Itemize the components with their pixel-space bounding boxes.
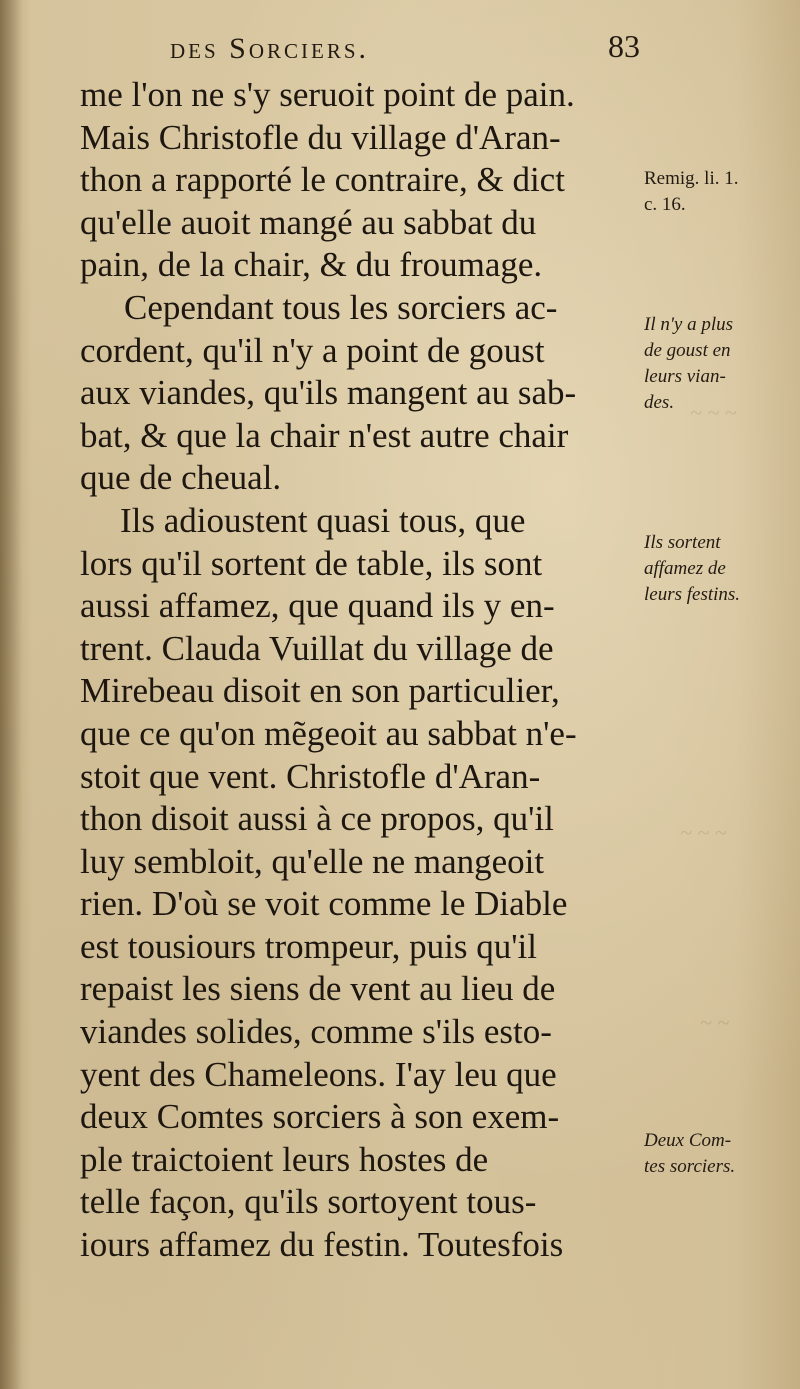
running-title: des Sorciers. [170,32,370,65]
text-line: lors qu'il sortent de table, ils sont [80,543,543,583]
text-line: Ils adioustent quasi tous, que [120,500,526,540]
text-line: pain, de la chair, & du froumage. [80,245,543,285]
text-line: thon disoit aussi à ce propos, qu'il [80,799,554,839]
show-through-texture: ~ ~ ~ [680,820,727,845]
main-text-block [80,74,650,1267]
text-line: Cependant tous les sorciers ac- [124,287,558,327]
page-header [170,26,640,70]
margin-note-line: Deux Com- [644,1130,732,1151]
text-line: aux viandes, qu'ils mangent au sab- [80,373,577,413]
text-line: que ce qu'on mẽgeoit au sabbat n'e- [80,713,577,753]
margin-note-line: de goust en [644,340,731,361]
margin-note-hungry [644,530,794,608]
text-line: thon a rapporté le contraire, & dict [80,160,565,200]
text-line: me l'on ne s'y seruoit point de pain. [80,75,575,114]
text-line: telle façon, qu'ils sortoyent tous- [80,1182,537,1222]
margin-note-line: des. [644,392,675,413]
margin-note-line: leurs vian- [644,366,726,387]
margin-note-line: c. 16. [644,194,686,215]
text-line: iours affamez du festin. Toutesfois [80,1225,564,1265]
text-line: stoit que vent. Christofle d'Aran- [80,756,541,796]
margin-note-line: affamez de [644,558,726,579]
margin-note-citation [644,166,794,218]
margin-note-line: Remig. li. 1. [644,168,739,189]
margin-note-line: Ils sortent [644,532,721,553]
text-line: est tousiours trompeur, puis qu'il [80,926,537,966]
text-line: cordent, qu'il n'y a point de goust [80,330,545,370]
text-line: bat, & que la chair n'est autre chair [80,415,569,455]
binding-shadow [0,0,22,1389]
text-line: luy sembloit, qu'elle ne mangeoit [80,841,545,881]
text-line: trent. Clauda Vuillat du village de [80,628,554,668]
text-line: repaist les siens de vent au lieu de [80,969,556,1009]
text-line: qu'elle auoit mangé au sabbat du [80,202,537,242]
text-line: deux Comtes sorciers à son exem- [80,1097,560,1137]
page-number: 83 [608,28,640,64]
show-through-texture: ~ ~ [700,1010,730,1035]
margin-note-line: leurs festins. [644,584,741,605]
margin-note-line: tes sorciers. [644,1156,736,1177]
text-line: que de cheual. [80,458,282,498]
text-line: Mirebeau disoit en son particulier, [80,671,560,711]
text-line: rien. D'où se voit comme le Diable [80,884,568,924]
margin-notes [644,0,800,1389]
margin-note-line: Il n'y a plus [644,314,734,335]
show-through-texture: ~ ~ ~ [690,400,737,425]
margin-note-no-taste [644,312,794,416]
margin-note-counts [644,1128,794,1180]
text-line: Mais Christofle du village d'Aran- [80,117,561,157]
text-line: viandes solides, comme s'ils esto- [80,1012,552,1052]
text-line: ple traictoient leurs hostes de [80,1139,489,1179]
text-line: aussi affamez, que quand ils y en- [80,586,555,626]
text-line: yent des Chameleons. I'ay leu que [80,1054,557,1094]
